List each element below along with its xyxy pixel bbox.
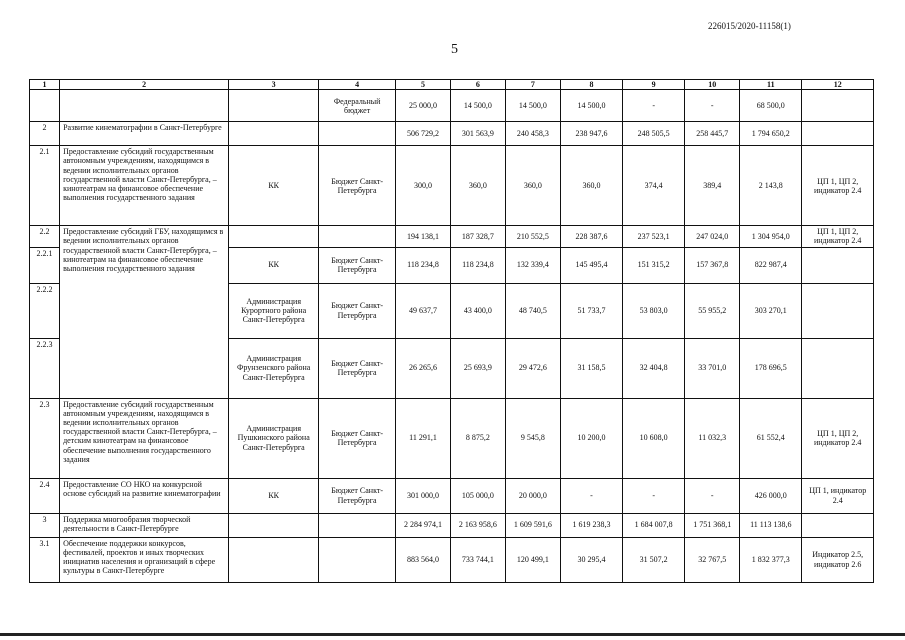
row-value-col8: 1 619 238,3 [560, 513, 622, 537]
row-value-total: 1 832 377,3 [740, 537, 802, 582]
row-value-col9: 151 315,2 [623, 247, 685, 283]
header-row [30, 80, 874, 90]
table-row [30, 478, 874, 513]
column-header: 6 [450, 80, 505, 90]
row-value-col8: 30 295,4 [560, 537, 622, 582]
row-value-col7: 48 740,5 [505, 283, 560, 338]
row-funding-source: Бюджет Санкт-Петербурга [319, 247, 396, 283]
row-indicator [802, 338, 874, 398]
row-value-total: 822 987,4 [740, 247, 802, 283]
row-executor [229, 537, 319, 582]
row-value-col10: - [685, 478, 740, 513]
row-name: Развитие кинематографии в Санкт-Петербурге [60, 122, 229, 146]
row-value-col5: 2 284 974,1 [395, 513, 450, 537]
row-executor [229, 226, 319, 247]
row-executor: КК [229, 247, 319, 283]
row-name: Предоставление субсидий государственным автономным учреждениям, находящимся в ведении исполнительных органов государственной власти Санкт-Петербурга, – детским кинотеатрам на финансовое обеспечение выполнения государственного задания [60, 398, 229, 478]
row-value-col8: 51 733,7 [560, 283, 622, 338]
row-indicator [802, 513, 874, 537]
row-value-col7: 210 552,5 [505, 226, 560, 247]
row-value-total: 68 500,0 [740, 90, 802, 122]
row-value-col9: 374,4 [623, 146, 685, 226]
row-value-col7: 29 472,6 [505, 338, 560, 398]
table-row [30, 398, 874, 478]
row-number: 2.2.3 [30, 338, 60, 398]
row-value-total: 2 143,8 [740, 146, 802, 226]
row-funding-source: Федеральный бюджет [319, 90, 396, 122]
row-value-col10: 1 751 368,1 [685, 513, 740, 537]
row-value-total: 1 304 954,0 [740, 226, 802, 247]
row-value-col5: 300,0 [395, 146, 450, 226]
program-funding-table [29, 79, 874, 583]
row-value-col8: 145 495,4 [560, 247, 622, 283]
row-number: 2.4 [30, 478, 60, 513]
table-row [30, 226, 874, 247]
row-value-col10: 258 445,7 [685, 122, 740, 146]
row-value-col5: 49 637,7 [395, 283, 450, 338]
row-value-col7: 14 500,0 [505, 90, 560, 122]
row-value-col9: 53 803,0 [623, 283, 685, 338]
row-value-col7: 9 545,8 [505, 398, 560, 478]
row-funding-source [319, 537, 396, 582]
row-funding-source [319, 226, 396, 247]
row-number: 3 [30, 513, 60, 537]
row-value-col10: 11 032,3 [685, 398, 740, 478]
row-number: 2.1 [30, 146, 60, 226]
row-value-col9: 32 404,8 [623, 338, 685, 398]
row-value-col5: 194 138,1 [395, 226, 450, 247]
row-value-col8: 238 947,6 [560, 122, 622, 146]
row-value-col6: 118 234,8 [450, 247, 505, 283]
row-executor: КК [229, 146, 319, 226]
row-value-col7: 240 458,3 [505, 122, 560, 146]
row-value-col6: 43 400,0 [450, 283, 505, 338]
row-value-col8: - [560, 478, 622, 513]
row-number: 3.1 [30, 537, 60, 582]
row-value-col7: 360,0 [505, 146, 560, 226]
row-value-col6: 8 875,2 [450, 398, 505, 478]
row-value-col7: 1 609 591,6 [505, 513, 560, 537]
row-funding-source [319, 513, 396, 537]
row-value-col5: 301 000,0 [395, 478, 450, 513]
column-header: 1 [30, 80, 60, 90]
row-indicator [802, 283, 874, 338]
row-indicator [802, 122, 874, 146]
table-row [30, 90, 874, 122]
row-value-col9: - [623, 478, 685, 513]
row-value-col5: 883 564,0 [395, 537, 450, 582]
row-funding-source: Бюджет Санкт-Петербурга [319, 338, 396, 398]
row-value-col9: - [623, 90, 685, 122]
row-value-col10: 157 367,8 [685, 247, 740, 283]
row-number: 2.2 [30, 226, 60, 247]
row-funding-source: Бюджет Санкт-Петербурга [319, 283, 396, 338]
row-value-col8: 31 158,5 [560, 338, 622, 398]
row-executor: Администрация Курортного района Санкт-Петербурга [229, 283, 319, 338]
row-value-col5: 118 234,8 [395, 247, 450, 283]
table-row [30, 513, 874, 537]
row-value-total: 178 696,5 [740, 338, 802, 398]
row-funding-source [319, 122, 396, 146]
row-indicator [802, 90, 874, 122]
row-value-col8: 14 500,0 [560, 90, 622, 122]
row-indicator: ЦП 1, ЦП 2, индикатор 2.4 [802, 146, 874, 226]
row-value-col9: 10 608,0 [623, 398, 685, 478]
row-executor: Администрация Пушкинского района Санкт-Петербурга [229, 398, 319, 478]
column-header: 12 [802, 80, 874, 90]
row-value-col5: 506 729,2 [395, 122, 450, 146]
row-executor [229, 122, 319, 146]
row-number: 2.2.1 [30, 247, 60, 283]
row-value-col6: 733 744,1 [450, 537, 505, 582]
row-value-col8: 228 387,6 [560, 226, 622, 247]
row-funding-source: Бюджет Санкт-Петербурга [319, 398, 396, 478]
row-value-col10: 55 955,2 [685, 283, 740, 338]
table-row [30, 537, 874, 582]
row-executor: Администрация Фрунзенского района Санкт-Петербурга [229, 338, 319, 398]
row-number [30, 90, 60, 122]
row-value-col7: 132 339,4 [505, 247, 560, 283]
row-value-col10: 33 701,0 [685, 338, 740, 398]
row-indicator [802, 247, 874, 283]
row-value-total: 426 000,0 [740, 478, 802, 513]
row-value-total: 303 270,1 [740, 283, 802, 338]
row-value-col8: 10 200,0 [560, 398, 622, 478]
row-value-col9: 248 505,5 [623, 122, 685, 146]
row-value-col6: 14 500,0 [450, 90, 505, 122]
row-indicator: ЦП 1, ЦП 2, индикатор 2.4 [802, 398, 874, 478]
row-value-col7: 20 000,0 [505, 478, 560, 513]
column-header: 8 [560, 80, 622, 90]
column-header: 11 [740, 80, 802, 90]
row-executor: КК [229, 478, 319, 513]
row-value-col10: 389,4 [685, 146, 740, 226]
row-value-col6: 187 328,7 [450, 226, 505, 247]
row-name: Поддержка многообразия творческой деятельности в Санкт-Петербурге [60, 513, 229, 537]
row-value-col5: 26 265,6 [395, 338, 450, 398]
document-id: 226015/2020-11158(1) [708, 21, 791, 31]
page-bottom-edge [0, 633, 905, 636]
row-value-total: 61 552,4 [740, 398, 802, 478]
row-name [60, 90, 229, 122]
row-value-col5: 11 291,1 [395, 398, 450, 478]
row-value-col10: - [685, 90, 740, 122]
column-header: 3 [229, 80, 319, 90]
table-row [30, 122, 874, 146]
table-row [30, 146, 874, 226]
row-indicator: ЦП 1, индикатор 2.4 [802, 478, 874, 513]
column-header: 7 [505, 80, 560, 90]
row-value-col6: 2 163 958,6 [450, 513, 505, 537]
row-executor [229, 513, 319, 537]
row-value-col10: 247 024,0 [685, 226, 740, 247]
row-value-total: 1 794 650,2 [740, 122, 802, 146]
row-value-col9: 31 507,2 [623, 537, 685, 582]
row-name: Обеспечение поддержки конкурсов, фестивалей, проектов и иных творческих инициатив населения и организаций в сфере культуры в Санкт-Петербурге [60, 537, 229, 582]
column-header: 10 [685, 80, 740, 90]
row-value-col10: 32 767,5 [685, 537, 740, 582]
row-number: 2.3 [30, 398, 60, 478]
column-header: 5 [395, 80, 450, 90]
row-name: Предоставление СО НКО на конкурсной основе субсидий на развитие кинематографии [60, 478, 229, 513]
row-value-col8: 360,0 [560, 146, 622, 226]
row-value-col6: 105 000,0 [450, 478, 505, 513]
row-number: 2.2.2 [30, 283, 60, 338]
row-value-total: 11 113 138,6 [740, 513, 802, 537]
row-value-col9: 237 523,1 [623, 226, 685, 247]
column-header: 9 [623, 80, 685, 90]
row-funding-source: Бюджет Санкт-Петербурга [319, 146, 396, 226]
column-header: 4 [319, 80, 396, 90]
row-value-col6: 301 563,9 [450, 122, 505, 146]
row-value-col9: 1 684 007,8 [623, 513, 685, 537]
page-number: 5 [451, 42, 458, 57]
row-value-col6: 25 693,9 [450, 338, 505, 398]
row-value-col6: 360,0 [450, 146, 505, 226]
row-name: Предоставление субсидий государственным автономным учреждениям, находящимся в ведении исполнительных органов государственной власти Санкт-Петербурга, – кинотеатрам на финансовое обеспечение выполнения государственного задания [60, 146, 229, 226]
row-funding-source: Бюджет Санкт-Петербурга [319, 478, 396, 513]
row-indicator: Индикатор 2.5, индикатор 2.6 [802, 537, 874, 582]
row-indicator: ЦП 1, ЦП 2, индикатор 2.4 [802, 226, 874, 247]
row-value-col7: 120 499,1 [505, 537, 560, 582]
row-value-col5: 25 000,0 [395, 90, 450, 122]
row-executor [229, 90, 319, 122]
row-name: Предоставление субсидий ГБУ, находящимся в ведении исполнительных органов государственной власти Санкт-Петербурга, – кинотеатрам на финансовое обеспечение выполнения государственного задания [60, 226, 229, 398]
row-number: 2 [30, 122, 60, 146]
column-header: 2 [60, 80, 229, 90]
